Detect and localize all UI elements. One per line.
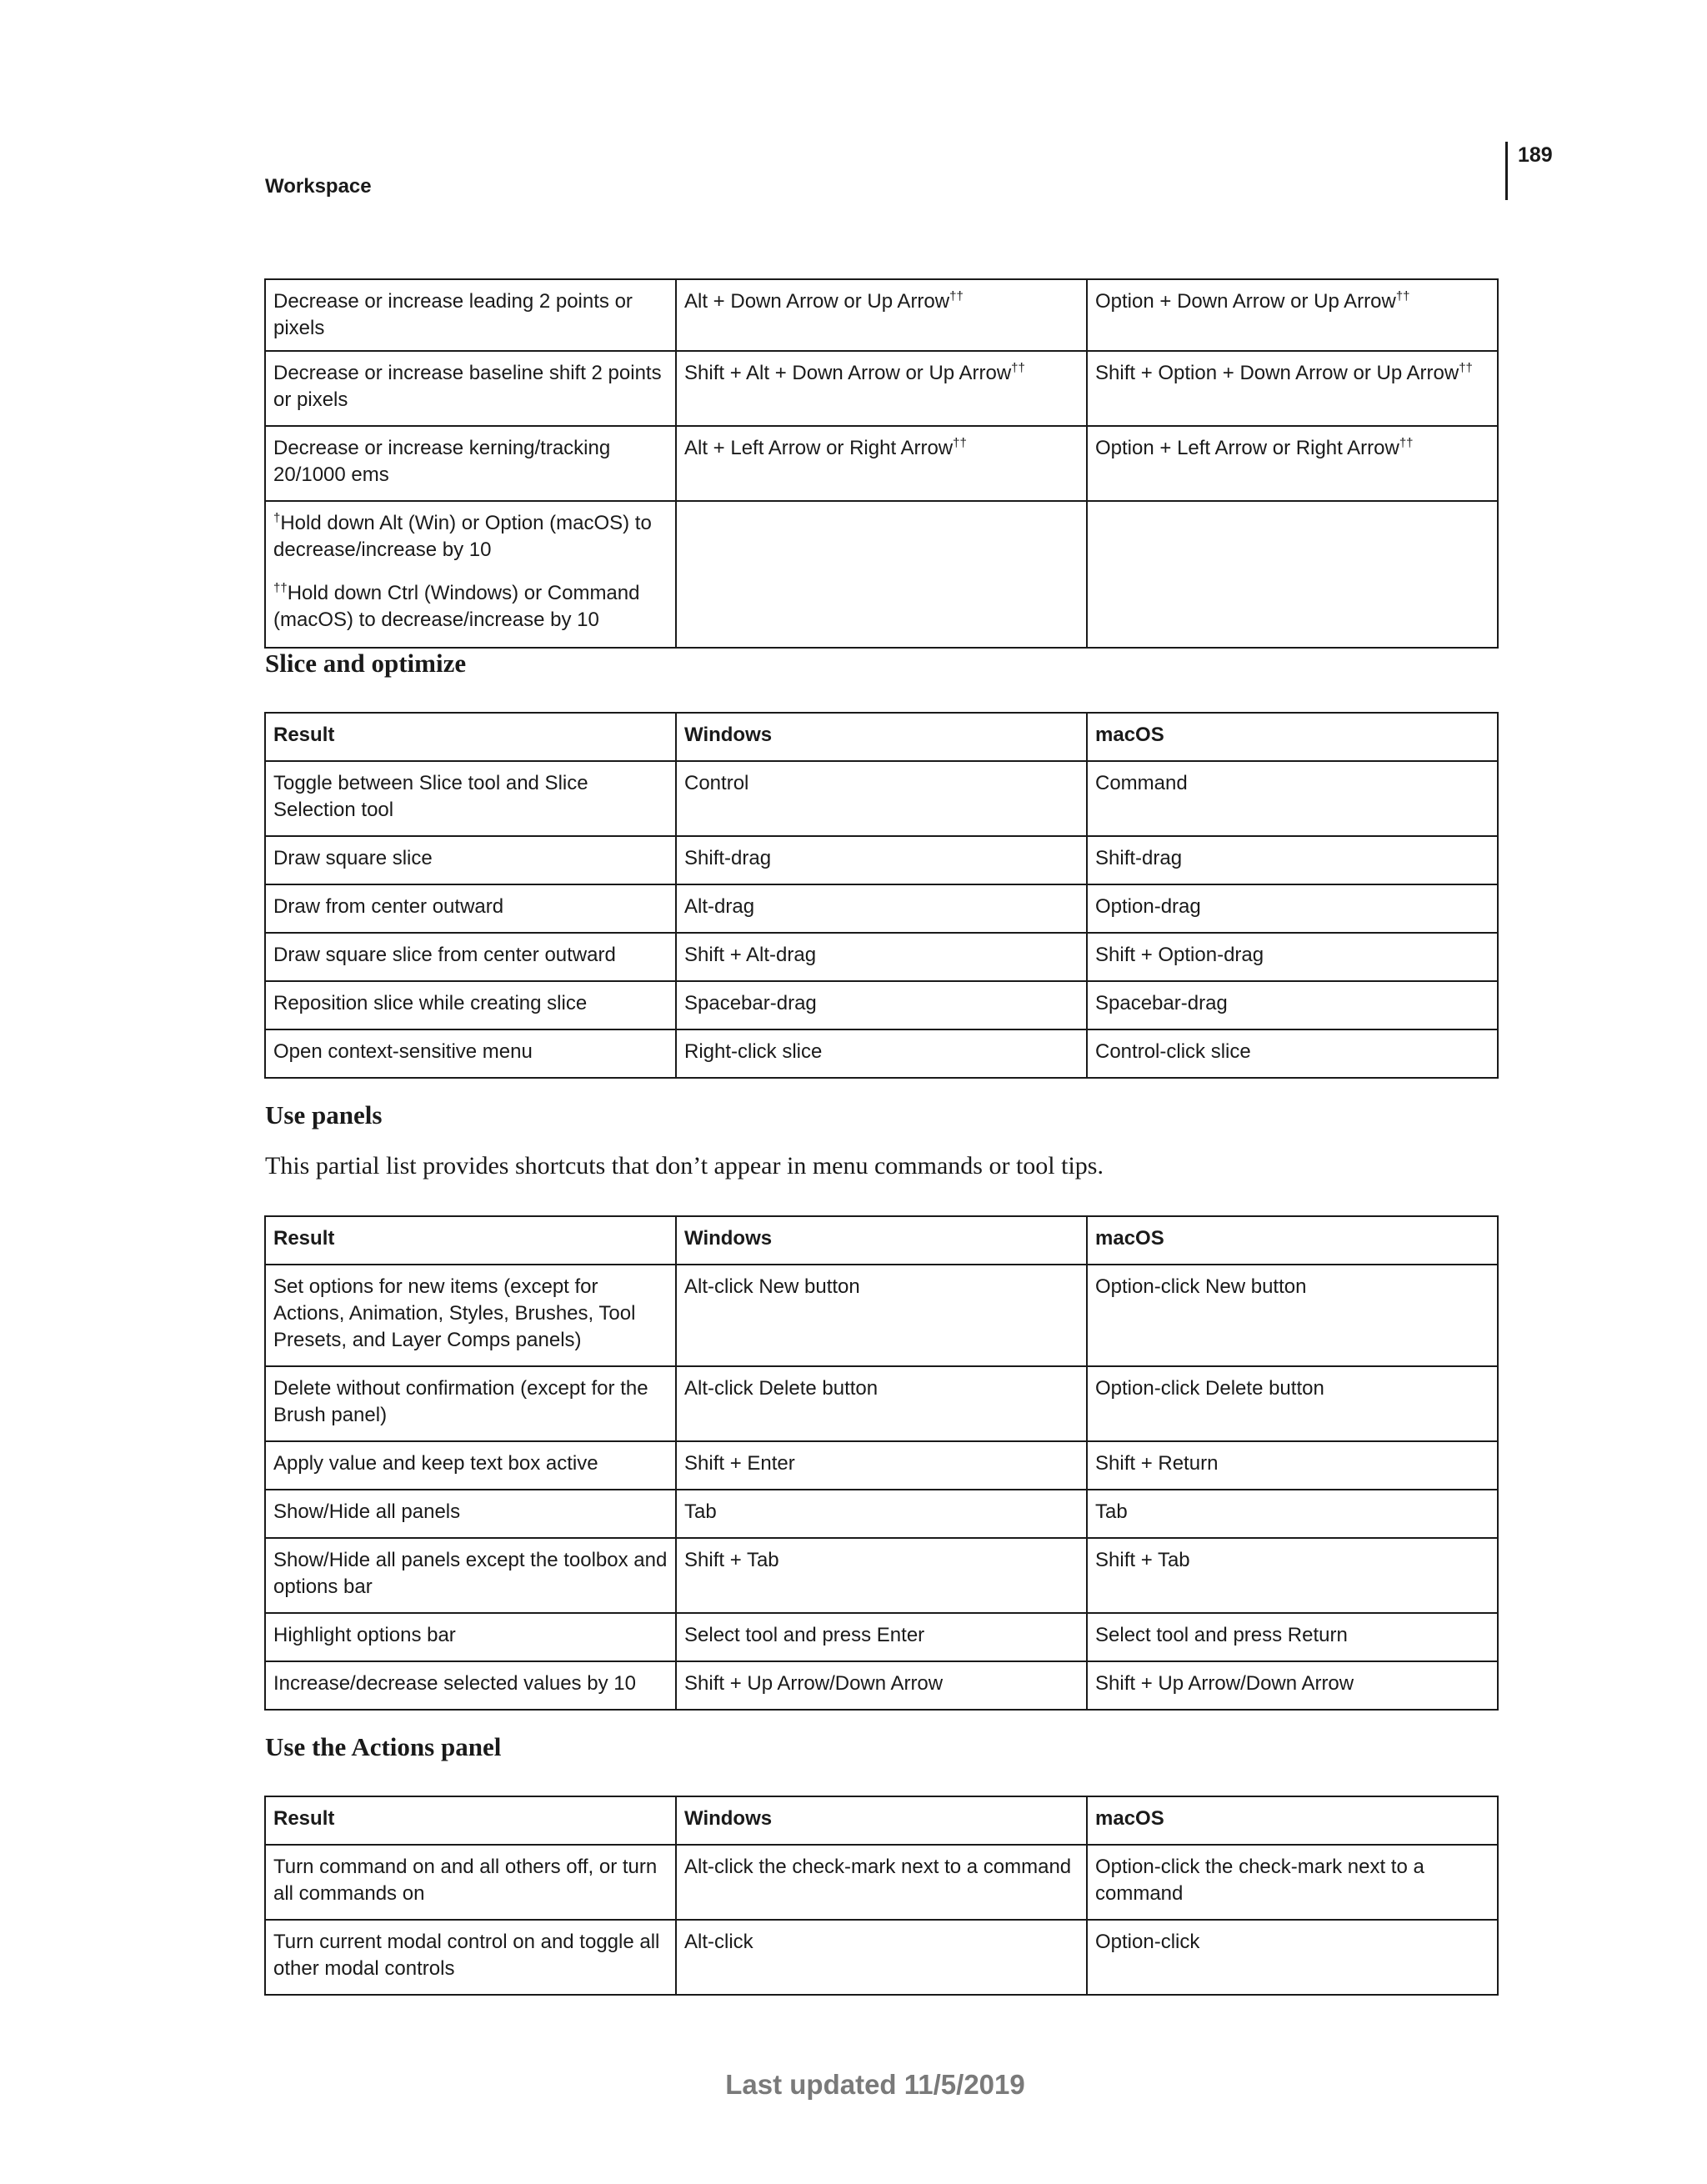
result-cell: Show/Hide all panels [265,1490,676,1538]
macos-cell: Option-drag [1087,884,1498,933]
result-cell: Highlight options bar [265,1613,676,1661]
result-cell: Decrease or increase baseline shift 2 points or pixels [265,351,676,426]
result-cell: Decrease or increase kerning/tracking 20/1000 ems [265,426,676,501]
windows-cell: Control [676,761,1087,836]
macos-cell: Option + Left Arrow or Right Arrow†† [1087,426,1498,501]
macos-cell: Option + Down Arrow or Up Arrow†† [1087,279,1498,351]
windows-cell: Shift + Tab [676,1538,1087,1613]
empty-cell [1087,501,1498,648]
footnote-cell [265,501,676,648]
windows-cell: Right-click slice [676,1029,1087,1078]
table-row [265,1490,1498,1538]
column-header: Result [265,1216,676,1265]
result-cell: Apply value and keep text box active [265,1441,676,1490]
windows-cell: Shift + Alt + Down Arrow or Up Arrow†† [676,351,1087,426]
result-cell: Turn current modal control on and toggle all other modal controls [265,1920,676,1995]
column-header: Windows [676,713,1087,761]
table-row [265,1265,1498,1366]
macos-cell: Shift + Option + Down Arrow or Up Arrow†† [1087,351,1498,426]
result-cell: Reposition slice while creating slice [265,981,676,1029]
column-header: macOS [1087,1216,1498,1265]
column-header: Windows [676,1216,1087,1265]
windows-cell: Shift + Alt-drag [676,933,1087,981]
table-row [265,1661,1498,1710]
macos-cell: Select tool and press Return [1087,1613,1498,1661]
table-row [265,884,1498,933]
macos-cell: Option-click New button [1087,1265,1498,1366]
result-cell: Set options for new items (except for Actions, Animation, Styles, Brushes, Tool Presets, and Layer Comps panels) [265,1265,676,1366]
table-header-row [265,713,1498,761]
result-cell: Toggle between Slice tool and Slice Selection tool [265,761,676,836]
table-row [265,1366,1498,1441]
table-row [265,981,1498,1029]
macos-cell: Shift-drag [1087,836,1498,884]
section-heading: Use panels [265,1100,383,1130]
table-row [265,351,1498,426]
macos-cell: Tab [1087,1490,1498,1538]
table-header-row [265,1796,1498,1845]
macos-cell: Shift + Tab [1087,1538,1498,1613]
windows-cell: Tab [676,1490,1087,1538]
windows-cell: Shift-drag [676,836,1087,884]
section-intro: This partial list provides shortcuts that don’t appear in menu commands or tool tips. [265,1152,1104,1180]
running-header: Workspace [265,175,372,198]
windows-cell: Alt-click [676,1920,1087,1995]
panels-shortcuts-table [264,1215,1499,1711]
windows-cell: Alt-click New button [676,1265,1087,1366]
macos-cell: Option-click Delete button [1087,1366,1498,1441]
windows-cell: Select tool and press Enter [676,1613,1087,1661]
section-heading: Use the Actions panel [265,1732,502,1761]
windows-cell: Alt + Left Arrow or Right Arrow†† [676,426,1087,501]
column-header: Result [265,713,676,761]
table-row [265,279,1498,351]
result-cell: Draw square slice [265,836,676,884]
result-cell: Draw square slice from center outward [265,933,676,981]
windows-cell: Alt-click Delete button [676,1366,1087,1441]
table-row [265,836,1498,884]
macos-cell: Option-click the check-mark next to a command [1087,1845,1498,1920]
column-header: macOS [1087,1796,1498,1845]
windows-cell: Alt-drag [676,884,1087,933]
macos-cell: Shift + Up Arrow/Down Arrow [1087,1661,1498,1710]
result-cell: Draw from center outward [265,884,676,933]
windows-cell: Alt + Down Arrow or Up Arrow†† [676,279,1087,351]
column-header: Result [265,1796,676,1845]
type-shortcuts-table [264,278,1499,649]
table-row [265,426,1498,501]
table-header-row [265,1216,1498,1265]
macos-cell: Shift + Return [1087,1441,1498,1490]
footnote: †Hold down Alt (Win) or Option (macOS) to decrease/increase by 10 [273,511,652,561]
table-row [265,1613,1498,1661]
page-number: 189 [1518,143,1553,167]
table-row [265,1920,1498,1995]
footnote: ††Hold down Ctrl (Windows) or Command (macOS) to decrease/increase by 10 [273,581,640,631]
windows-cell: Shift + Enter [676,1441,1087,1490]
windows-cell: Alt-click the check-mark next to a command [676,1845,1087,1920]
table-row [265,501,1498,648]
column-header: macOS [1087,713,1498,761]
table-row [265,1441,1498,1490]
column-header: Windows [676,1796,1087,1845]
macos-cell: Shift + Option-drag [1087,933,1498,981]
empty-cell [676,501,1087,648]
footer-last-updated: Last updated 11/5/2019 [725,2069,1025,2100]
section-heading: Slice and optimize [265,649,467,678]
table-row [265,1845,1498,1920]
macos-cell: Option-click [1087,1920,1498,1995]
result-cell: Turn command on and all others off, or turn all commands on [265,1845,676,1920]
windows-cell: Shift + Up Arrow/Down Arrow [676,1661,1087,1710]
result-cell: Open context-sensitive menu [265,1029,676,1078]
result-cell: Increase/decrease selected values by 10 [265,1661,676,1710]
table-row [265,933,1498,981]
actions-shortcuts-table [264,1796,1499,1996]
slice-shortcuts-table [264,712,1499,1079]
macos-cell: Command [1087,761,1498,836]
result-cell: Delete without confirmation (except for the Brush panel) [265,1366,676,1441]
result-cell: Show/Hide all panels except the toolbox and options bar [265,1538,676,1613]
table-row [265,761,1498,836]
macos-cell: Control-click slice [1087,1029,1498,1078]
macos-cell: Spacebar-drag [1087,981,1498,1029]
table-row [265,1538,1498,1613]
table-row [265,1029,1498,1078]
windows-cell: Spacebar-drag [676,981,1087,1029]
result-cell: Decrease or increase leading 2 points or pixels [265,279,676,351]
header-rule [1505,142,1508,200]
